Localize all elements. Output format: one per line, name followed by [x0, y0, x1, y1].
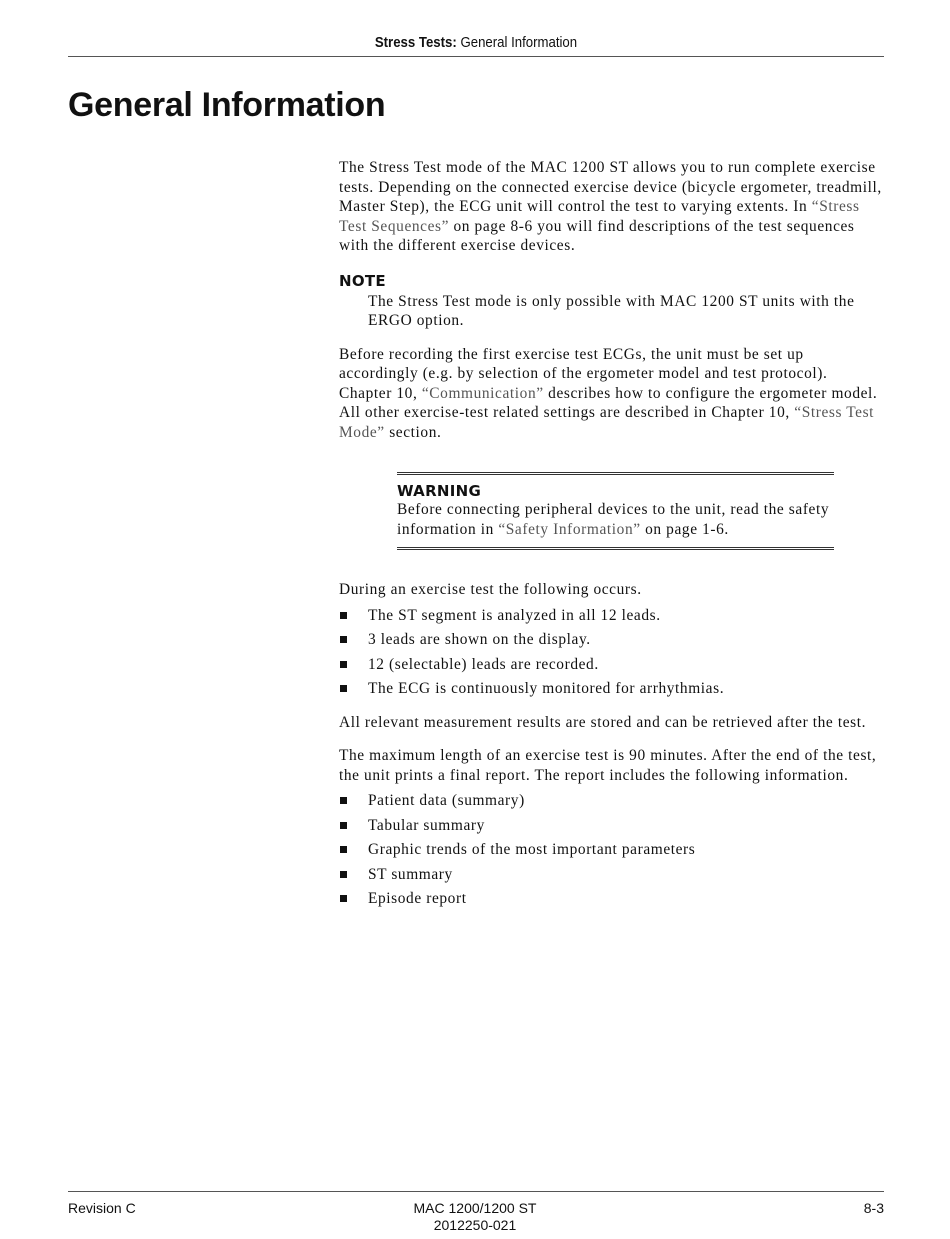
- footer-product: MAC 1200/1200 ST: [413, 1200, 537, 1216]
- warning-label: WARNING: [397, 482, 482, 500]
- during-intro: During an exercise test the following occurs.: [339, 581, 642, 598]
- warning-text-2: on page 1-6.: [640, 520, 729, 538]
- setup-paragraph: [339, 345, 884, 443]
- setup-text-2: describes how to configure the ergometer model. All other exercise-test related settings are described in Chapter 10,: [339, 384, 878, 421]
- page-number: 8-3: [863, 1200, 884, 1216]
- note-label: NOTE: [339, 271, 386, 290]
- running-header: [117, 34, 835, 51]
- list-item: Patient data (summary): [339, 791, 884, 811]
- report-intro: The maximum length of an exercise test is 90 minutes. After the end of the test, the unit prints a final report. The report includes the following information.: [339, 747, 877, 784]
- list-item: 12 (selectable) leads are recorded.: [339, 655, 884, 675]
- page-title: General Information: [68, 86, 386, 124]
- setup-text-3: section.: [384, 423, 442, 441]
- during-list: [339, 606, 884, 699]
- setup-text-1: Before recording the first exercise test ECGs, the unit must be set up accordingly (e.g. by selection of the ergometer model and test protocol). Chapter 10,: [339, 345, 828, 402]
- footer-document-id: [325, 1200, 625, 1234]
- running-header-section: Stress Tests:: [374, 34, 457, 51]
- footer-rule: [68, 1191, 884, 1192]
- footer-revision: Revision C: [68, 1200, 136, 1216]
- body-column: [339, 158, 884, 914]
- running-header-topic: General Information: [456, 34, 578, 51]
- warning-box: [397, 472, 834, 550]
- warning-text: [397, 500, 834, 539]
- warning-text-1: Before connecting peripheral devices to the unit, read the safety information in: [397, 501, 830, 538]
- list-item: Tabular summary: [339, 816, 884, 836]
- communication-link[interactable]: “Communication”: [421, 384, 544, 402]
- list-item: The ST segment is analyzed in all 12 leads.: [339, 606, 884, 626]
- report-list: [339, 791, 884, 909]
- list-item: Episode report: [339, 889, 884, 909]
- list-item: Graphic trends of the most important parameters: [339, 840, 884, 860]
- intro-text-2: on page 8-6 you will find descriptions of the test sequences with the different exercise devices.: [339, 217, 855, 254]
- intro-text-1: The Stress Test mode of the MAC 1200 ST allows you to run complete exercise tests. Depending on the connected exercise device (bicycle ergometer, treadmill, Master Step), the ECG unit will control the test to varying extents. In: [339, 159, 882, 215]
- stored-paragraph: All relevant measurement results are stored and can be retrieved after the test.: [339, 713, 867, 731]
- intro-paragraph: [339, 158, 884, 256]
- stress-test-mode-link[interactable]: “Stress Test Mode”: [339, 404, 875, 441]
- footer-part-number: 2012250-021: [433, 1217, 517, 1233]
- note-text: The Stress Test mode is only possible with MAC 1200 ST units with the ERGO option.: [368, 292, 855, 329]
- stress-test-sequences-link[interactable]: “Stress Test Sequences”: [339, 198, 860, 235]
- header-rule: [68, 56, 884, 57]
- list-item: 3 leads are shown on the display.: [339, 630, 884, 650]
- safety-information-link[interactable]: “Safety Information”: [498, 520, 641, 538]
- list-item: The ECG is continuously monitored for arrhythmias.: [339, 679, 884, 699]
- list-item: ST summary: [339, 865, 884, 885]
